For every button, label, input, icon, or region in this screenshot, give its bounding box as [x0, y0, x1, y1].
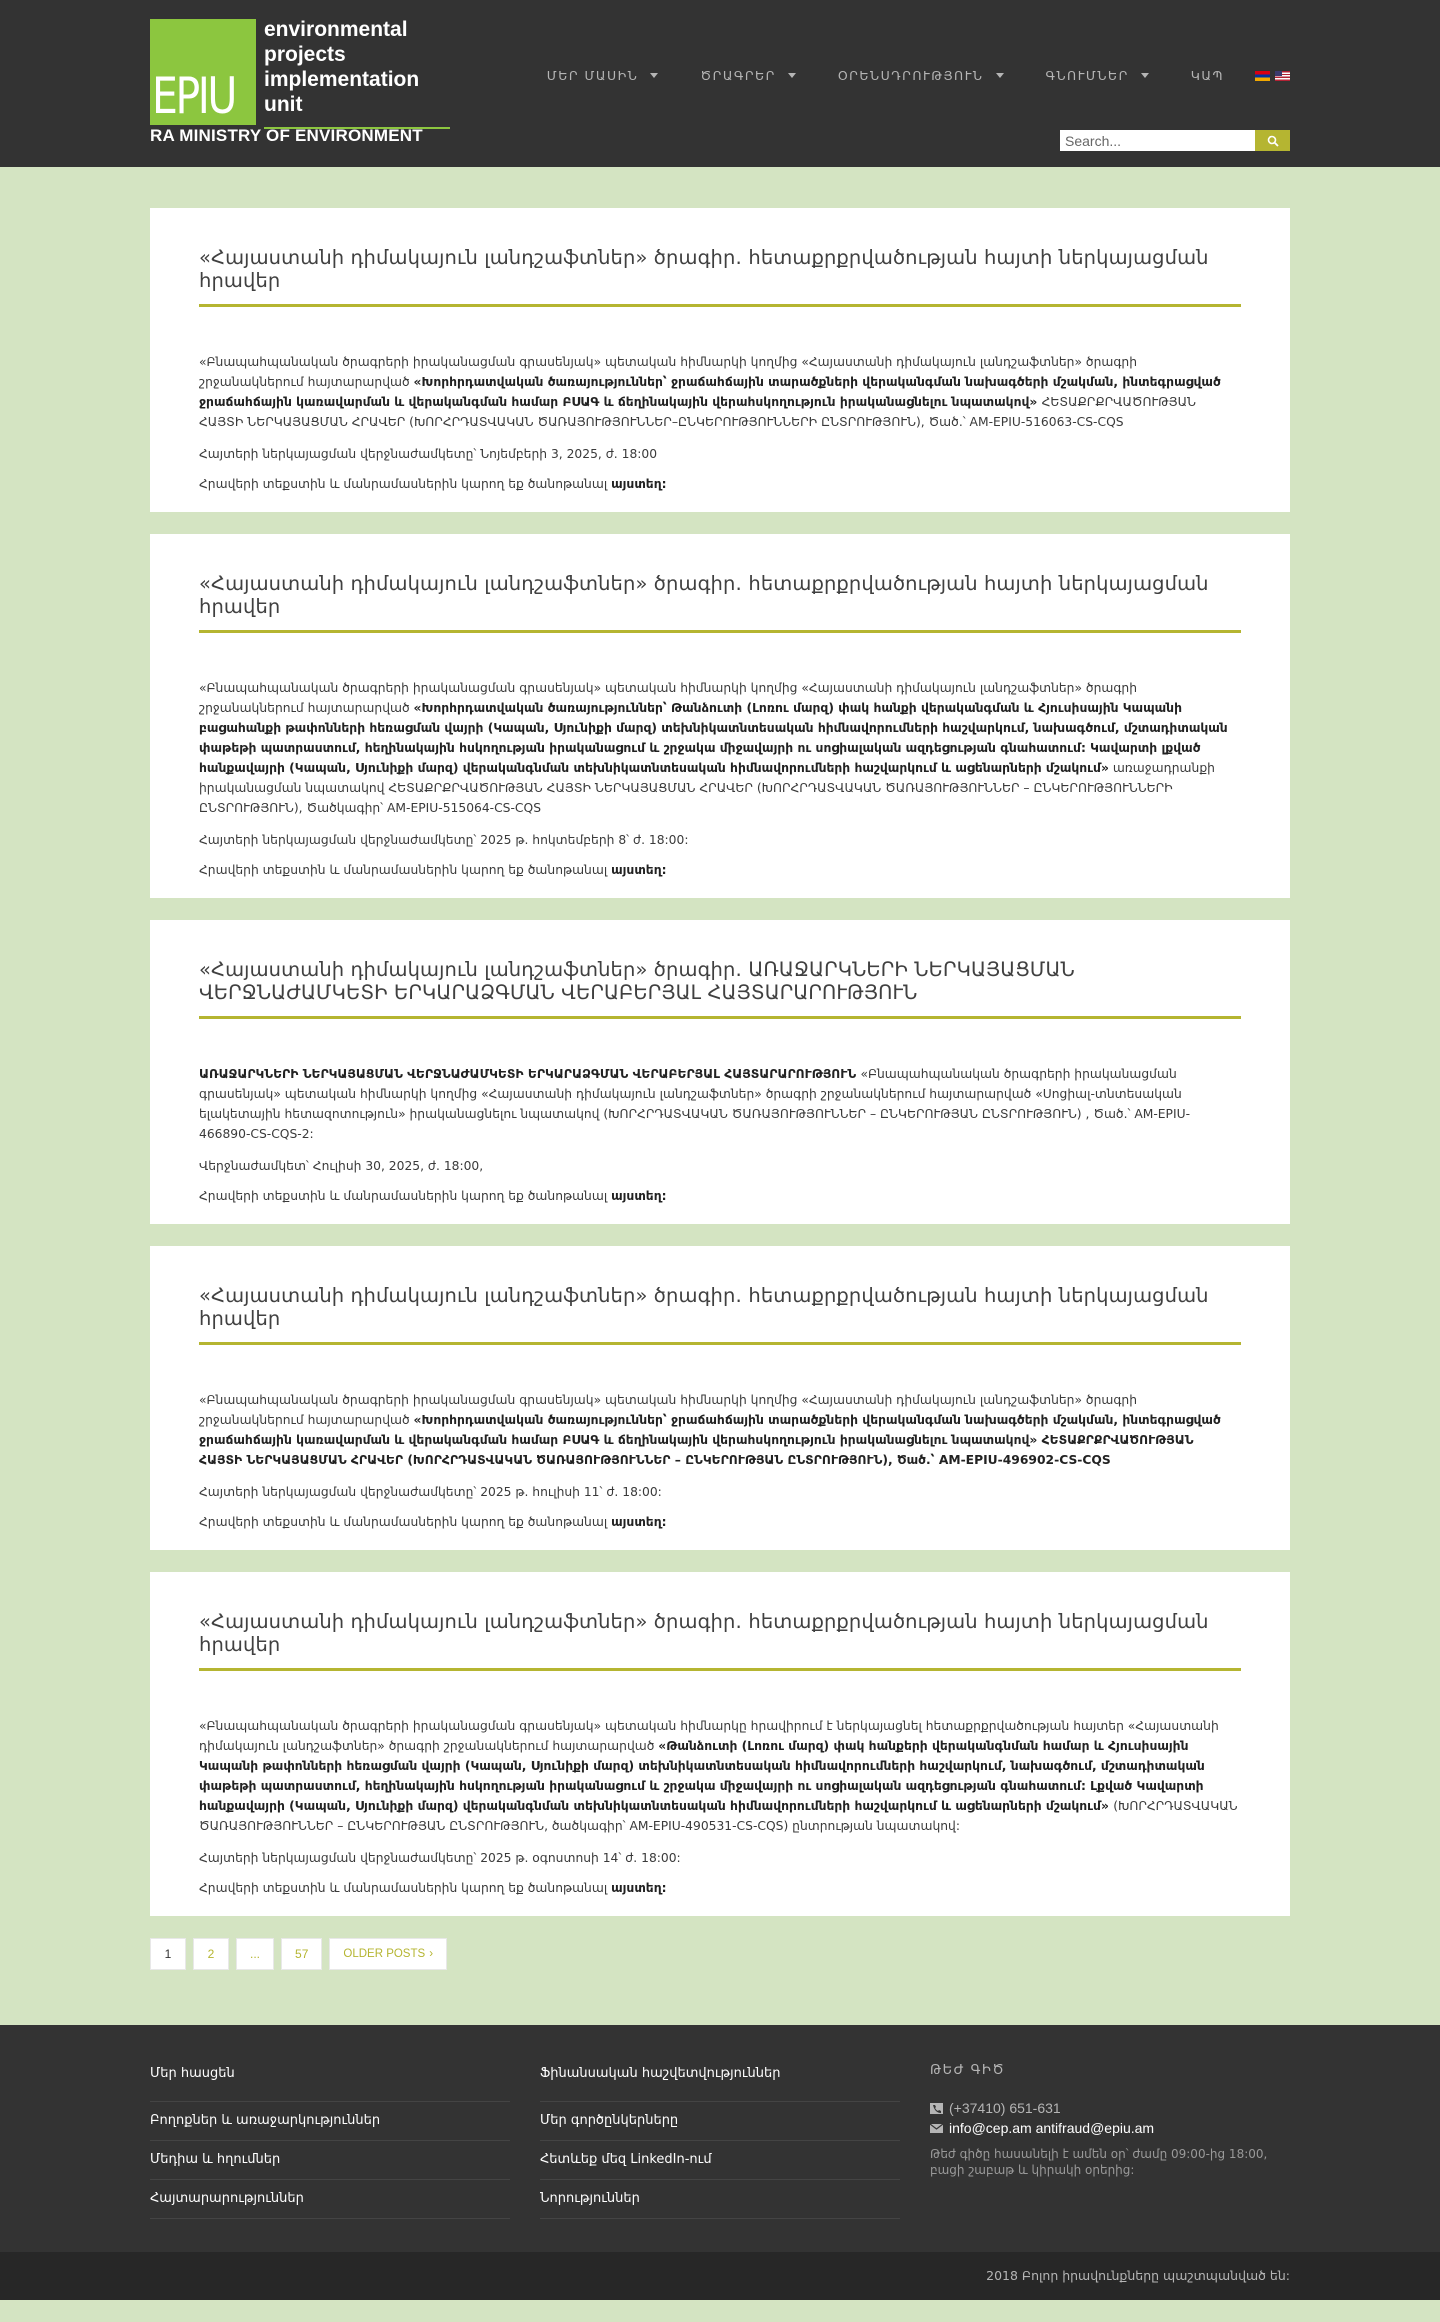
main-nav: [505, 68, 1290, 83]
footer-links-col-1: [150, 2063, 510, 2219]
post-title[interactable]: «Հայաստանի դիմակայուն լանդշաֆտներ» ծրագիր․ հետաքրքրվածության հայտի ներկայացման հրավեր: [199, 572, 1241, 633]
more-link[interactable]: այստեղ:: [611, 1881, 667, 1895]
more-text: Հրավերի տեքստին և մանրամասներին կարող եք ծանոթանալ: [199, 863, 612, 877]
logo-line: implementation: [264, 68, 420, 91]
excerpt-text: առաջադրանքի իրականացման նպատակով ՀԵՏԱՔՐՔՐՎԱԾՈՒԹՅԱՆ ՀԱՅՏԻ ՆԵՐԿԱՅԱՑՄԱՆ ՀՐԱՎԵՐ (ԽՈՐՀՐԴԱՏՎԱԿԱՆ ԾԱՌԱՅՈՒԹՅՈՒՆՆԵՐ – ԸՆԿԵՐՈՒԹՅՈՒՆՆԵՐԻ ԸՆՏՐՈՒԹՅՈՒՆ), Ծածկագիր՝ AM-EPIU-515064-CS-CQS: [199, 761, 1215, 815]
post-deadline: Վերջնաժամկետ՝ Հուլիսի 30, 2025, ժ. 18:00,: [199, 1159, 484, 1173]
excerpt-text: «Բնապահպանական ծրագրերի իրականացման գրասենյակ» պետական հիմնարկը հրավիրում է ներկայացնել հետաքրքրվածության հայտեր «Հայաստանի դիմակայուն լանդշաֆտներ» ծրագրի շրջանակներում հայտարարված: [199, 1719, 1219, 1753]
post-excerpt: [199, 1390, 1241, 1470]
post-card: [150, 1572, 1290, 1916]
nav-item-legislation[interactable]: [838, 68, 1004, 83]
hotline-heading: ԹԵԺ ԳԻԾ: [930, 2063, 1006, 2078]
logo-line: projects: [264, 43, 346, 66]
nav-item-programs[interactable]: [700, 68, 795, 83]
nav-item-about[interactable]: [547, 68, 659, 83]
post-more: [199, 1512, 1241, 1540]
more-link[interactable]: այստեղ:: [611, 477, 667, 491]
more-link[interactable]: այստեղ:: [611, 1515, 667, 1529]
post-excerpt: [199, 1064, 1241, 1144]
excerpt-text: «Բնապահպանական ծրագրերի իրականացման գրասենյակ» պետական հիմնարկի կողմից «Հայաստանի դիմակայուն լանդշաֆտներ» ծրագրի շրջանակներում հայտարարված: [199, 355, 1138, 389]
search-input[interactable]: [1060, 130, 1255, 151]
search-button[interactable]: [1255, 130, 1290, 151]
footer-link-linkedin[interactable]: Հետևեք մեզ LinkedIn-ում: [540, 2141, 900, 2180]
site-footer: [0, 2025, 1440, 2252]
logo-wordmark: [264, 17, 419, 117]
excerpt-text: «Բնապահպանական ծրագրերի իրականացման գրասենյակ» պետական հիմնարկի կողմից «Հայաստանի դիմակայուն լանդշաֆտներ» ծրագրի շրջանակներում հայտարարված: [199, 681, 1138, 715]
post-deadline: Հայտերի ներկայացման վերջնաժամկետը՝ 2025 թ. հուլիսի 11՝ ժ. 18:00:: [199, 1485, 662, 1499]
more-text: Հրավերի տեքստին և մանրամասներին կարող եք ծանոթանալ: [199, 1189, 612, 1203]
hotline-email: [930, 2118, 1290, 2138]
hotline-note: Թեժ գիծը հասանելի է ամեն օր՝ ժամը 09:00-ից 18:00, բացի շաբաթ և կիրակի օրերից:: [930, 2147, 1268, 2177]
post-excerpt: [199, 352, 1241, 432]
post-more: [199, 474, 1241, 502]
post-title[interactable]: «Հայաստանի դիմակայուն լանդշաֆտներ» ծրագիր․ հետաքրքրվածության հայտի ներկայացման հրավեր: [199, 1610, 1241, 1671]
nav-item-procurement[interactable]: [1046, 68, 1149, 83]
more-link[interactable]: այստեղ:: [611, 863, 667, 877]
phone-number[interactable]: (+37410) 651-631: [949, 2100, 1061, 2116]
language-switcher: [1250, 71, 1290, 81]
post-deadline: Հայտերի ներկայացման վերջնաժամկետը՝ Նոյեմբերի 3, 2025, ժ. 18:00: [199, 447, 658, 461]
search-form: [1060, 130, 1290, 151]
logo-ministry: RA MINISTRY OF ENVIRONMENT: [150, 126, 423, 145]
page-1[interactable]: 1: [150, 1938, 186, 1970]
footer-link-media[interactable]: Մեդիա և հղումներ: [150, 2141, 510, 2180]
more-text: Հրավերի տեքստին և մանրամասներին կարող եք ծանոթանալ: [199, 1515, 612, 1529]
more-link[interactable]: այստեղ:: [611, 1189, 667, 1203]
main-content: [0, 167, 1440, 1970]
pagination: [150, 1938, 1290, 1970]
footer-link-news[interactable]: Նորություններ: [540, 2180, 900, 2219]
armenian-flag-icon[interactable]: [1255, 71, 1270, 81]
email-addresses[interactable]: info@cep.am antifraud@epiu.am: [949, 2120, 1155, 2136]
excerpt-bold: «Խորհրդատվական ծառայություններ՝ ջրաճահճային տարածքների վերականգման նախագծերի մշակման, ինտեգրացված ջրաճահճային կառավարման և վերականգման համար ԲՍԱԳ և ճեղինակային վերահսկողություն իրականացնելու նպատակով»: [199, 375, 1221, 409]
page-last[interactable]: 57: [281, 1938, 322, 1970]
post-card: [150, 920, 1290, 1224]
excerpt-bold: «Խորհրդատվական ծառայություններ՝ Թանձուտի (Լոռու մարզ) փակ հանքի վերականգման և Հյուսիսային Կապանի բացահանքի թափոնների հեռացման վայրի (Կապան, Սյունիքի մարզ) տեխնիկատնտեսական հիմնավորումների հաշվարկում, նախագծում, մշտադիտական փաթեթի պատրաստում, հեղինակային հսկողության իրականացում և շրջակա միջավայրի ու սոցիալական ազդեցության գնահատում: Կավարտի լքված հանքավայրի (Կապան, Սյունիքի մարզ) վերականգնման տեխնիկատնտեսական հիմնավորումների հաշվարկում և ացենարների մշակում»: [199, 701, 1228, 775]
copyright-bar: [0, 2252, 1440, 2300]
excerpt-bold: ԱՌԱՋԱՐԿՆԵՐԻ ՆԵՐԿԱՅԱՑՄԱՆ ՎԵՐՋՆԱԺԱՄԿԵՏԻ ԵՐԿԱՐԱՁԳՄԱՆ ՎԵՐԱԲԵՐՅԱԼ ՀԱՅՏԱՐԱՐՈՒԹՅՈՒՆ: [199, 1067, 861, 1081]
excerpt-text: (ԽՈՐՀՐԴԱՏՎԱԿԱՆ ԾԱՌԱՅՈՒԹՅՈՒՆՆԵՐ – ԸՆԿԵՐՈՒԹՅԱՆ ԸՆՏՐՈՒԹՅՈՒՆ, ծածկագիր՝ AM-EPIU-490531-CS-CQS) ընտրության նպատակով:: [199, 1799, 1238, 1833]
footer-links-col-2: [540, 2063, 900, 2219]
nav-label: ԾՐԱԳՐԵՐ: [700, 68, 776, 83]
nav-item-contact[interactable]: [1191, 68, 1224, 83]
post-excerpt: [199, 678, 1241, 818]
nav-label: ՄԵՐ ՄԱՍԻՆ: [546, 68, 639, 83]
copyright-text: 2018 Բոլոր իրավունքները պաշտպանված են:: [986, 2268, 1290, 2283]
footer-link-financial[interactable]: Ֆինանսական հաշվետվություններ: [540, 2063, 900, 2102]
nav-label: ԳՆՈՒՄՆԵՐ: [1045, 68, 1129, 83]
chevron-down-icon: [996, 73, 1004, 78]
nav-label: ՕՐԵՆՍԴՐՈՒԹՅՈՒՆ: [837, 68, 984, 83]
post-more: [199, 1878, 1241, 1906]
post-card: [150, 1246, 1290, 1550]
excerpt-text: ՀԵՏԱՔՐՔՐՎԱԾՈՒԹՅԱՆ ՀԱՅՏԻ ՆԵՐԿԱՅԱՑՄԱՆ ՀՐԱՎԵՐ (ԽՈՐՀՐԴԱՏՎԱԿԱՆ ԾԱՌԱՅՈՒԹՅՈՒՆՆԵՐ–ԸՆԿԵՐՈՒԹՅՈՒՆՆԵՐԻ ԸՆՏՐՈՒԹՅՈՒՆ), Ծած.՝ AM-EPIU-516063-CS-CQS: [199, 395, 1196, 429]
chevron-down-icon: [650, 73, 658, 78]
excerpt-text: «Բնապահպանական ծրագրերի իրականացման գրասենյակ» պետական հիմնարկի կողմից «Հայաստանի դիմակայուն լանդշաֆտներ» ծրագրի շրջանակներում հայտարարված: [199, 1393, 1138, 1427]
us-flag-icon[interactable]: [1275, 71, 1290, 81]
post-card: [150, 534, 1290, 898]
excerpt-bold: «Թանձուտի (Լոռու մարզ) փակ հանքերի վերականգնման համար և Հյուսիսային Կապանի թափոնների հեռացման վայրի (Կապան, Սյունիքի մարզ) տեխնիկատնտեսական հիմնավորումների հաշվարկում, նախագծում, մշտադիտական փաթեթի պատրաստում, հեղինակային հսկողության իրականացում և շրջակա միջավայրի ու սոցիալական ազդեցության գնահատում: Լքված Կավարտի հանքավայրի (Կապան, Սյունիքի մարզ) վերականգնման տեխնիկատնտեսական հիմնավորումների հաշվարկում և ացենարների մշակում»: [199, 1739, 1205, 1813]
chevron-right-icon: ›: [429, 1948, 434, 1960]
logo-line: environmental: [264, 18, 408, 41]
excerpt-bold: «Խորհրդատվական ծառայություններ՝ ջրաճահճային տարածքների վերականգման նախագծերի մշակման, ինտեգրացված ջրաճահճային կառավարման և վերականգման համար ԲՍԱԳ և ճեղինակային վերահսկողություն իրականացնելու նպատակով» ՀԵՏԱՔՐՔՐՎԱԾՈՒԹՅԱՆ ՀԱՅՏԻ ՆԵՐԿԱՅԱՑՄԱՆ ՀՐԱՎԵՐ (ԽՈՐՀՐԴԱՏՎԱԿԱՆ ԾԱՌԱՅՈՒԹՅՈՒՆՆԵՐ – ԸՆԿԵՐՈՒԹՅԱՆ ԸՆՏՐՈՒԹՅՈՒՆ), Ծած.՝ AM-EPIU-496902-CS-CQS: [199, 1413, 1221, 1467]
post-deadline: Հայտերի ներկայացման վերջնաժամկետը՝ 2025 թ. օգոստոսի 14՝ ժ. 18:00:: [199, 1851, 681, 1865]
post-title[interactable]: «Հայաստանի դիմակայուն լանդշաֆտներ» ծրագիր․ հետաքրքրվածության հայտի ներկայացման հրավեր: [199, 1284, 1241, 1345]
site-header: [0, 0, 1440, 167]
search-icon: [1267, 135, 1279, 147]
chevron-down-icon: [788, 73, 796, 78]
footer-hotline: [930, 2063, 1290, 2219]
footer-link-announcements[interactable]: Հայտարարություններ: [150, 2180, 510, 2219]
logo-mark-text: EPIU: [152, 67, 235, 125]
post-excerpt: [199, 1716, 1241, 1836]
excerpt-text: «Բնապահպանական ծրագրերի իրականացման գրասենյակ» պետական հիմնարկի կողմից «Հայաստանի դիմակայուն լանդշաֆտներ» ծրագրի շրջանակներում հայտարարված «Սոցիալ-տնտեսական ելակետային հետազոտություն» իրականացնելու նպատակով (ԽՈՐՀՐԴԱՏՎԱԿԱՆ ԾԱՌԱՅՈՒԹՅՈՒՆՆԵՐ – ԸՆԿԵՐՈՒԹՅԱՆ ԸՆՏՐՈՒԹՅՈՒՆ) , Ծած.՝ AM-EPIU-466890-CS-CQS-2:: [199, 1067, 1191, 1141]
post-card: [150, 208, 1290, 512]
site-logo[interactable]: [150, 19, 450, 147]
page-2[interactable]: 2: [193, 1938, 229, 1970]
older-posts-button[interactable]: [329, 1938, 447, 1970]
phone-icon: [930, 2103, 943, 2114]
envelope-icon: [930, 2123, 943, 2134]
footer-link-partners[interactable]: Մեր գործընկերները: [540, 2102, 900, 2141]
older-posts-label: OLDER POSTS: [343, 1948, 426, 1960]
nav-label: ԿԱՊ: [1190, 68, 1224, 83]
logo-mark: [150, 19, 256, 125]
post-title[interactable]: «Հայաստանի դիմակայուն լանդշաֆտներ» ծրագիր․ հետաքրքրվածության հայտի ներկայացման հրավեր: [199, 246, 1241, 307]
chevron-down-icon: [1141, 73, 1149, 78]
footer-link-address[interactable]: Մեր հասցեն: [150, 2063, 510, 2102]
more-text: Հրավերի տեքստին և մանրամասներին կարող եք ծանոթանալ: [199, 477, 612, 491]
footer-link-complaints[interactable]: Բողոքներ և առաջարկություններ: [150, 2102, 510, 2141]
hotline-phone: [930, 2098, 1290, 2118]
post-more: [199, 1186, 1241, 1214]
more-text: Հրավերի տեքստին և մանրամասներին կարող եք ծանոթանալ: [199, 1881, 612, 1895]
logo-line: unit: [264, 93, 303, 116]
post-title[interactable]: «Հայաստանի դիմակայուն լանդշաֆտներ» ծրագիր․ ԱՌԱՋԱՐԿՆԵՐԻ ՆԵՐԿԱՅԱՑՄԱՆ ՎԵՐՋՆԱԺԱՄԿԵՏԻ ԵՐԿԱՐԱՁԳՄԱՆ ՎԵՐԱԲԵՐՅԱԼ ՀԱՅՏԱՐԱՐՈՒԹՅՈՒՆ: [199, 958, 1241, 1019]
post-deadline: Հայտերի ներկայացման վերջնաժամկետը՝ 2025 թ. հոկտեմբերի 8՝ ժ. 18:00:: [199, 833, 689, 847]
page-ellipsis: ...: [236, 1938, 274, 1970]
post-more: [199, 860, 1241, 888]
